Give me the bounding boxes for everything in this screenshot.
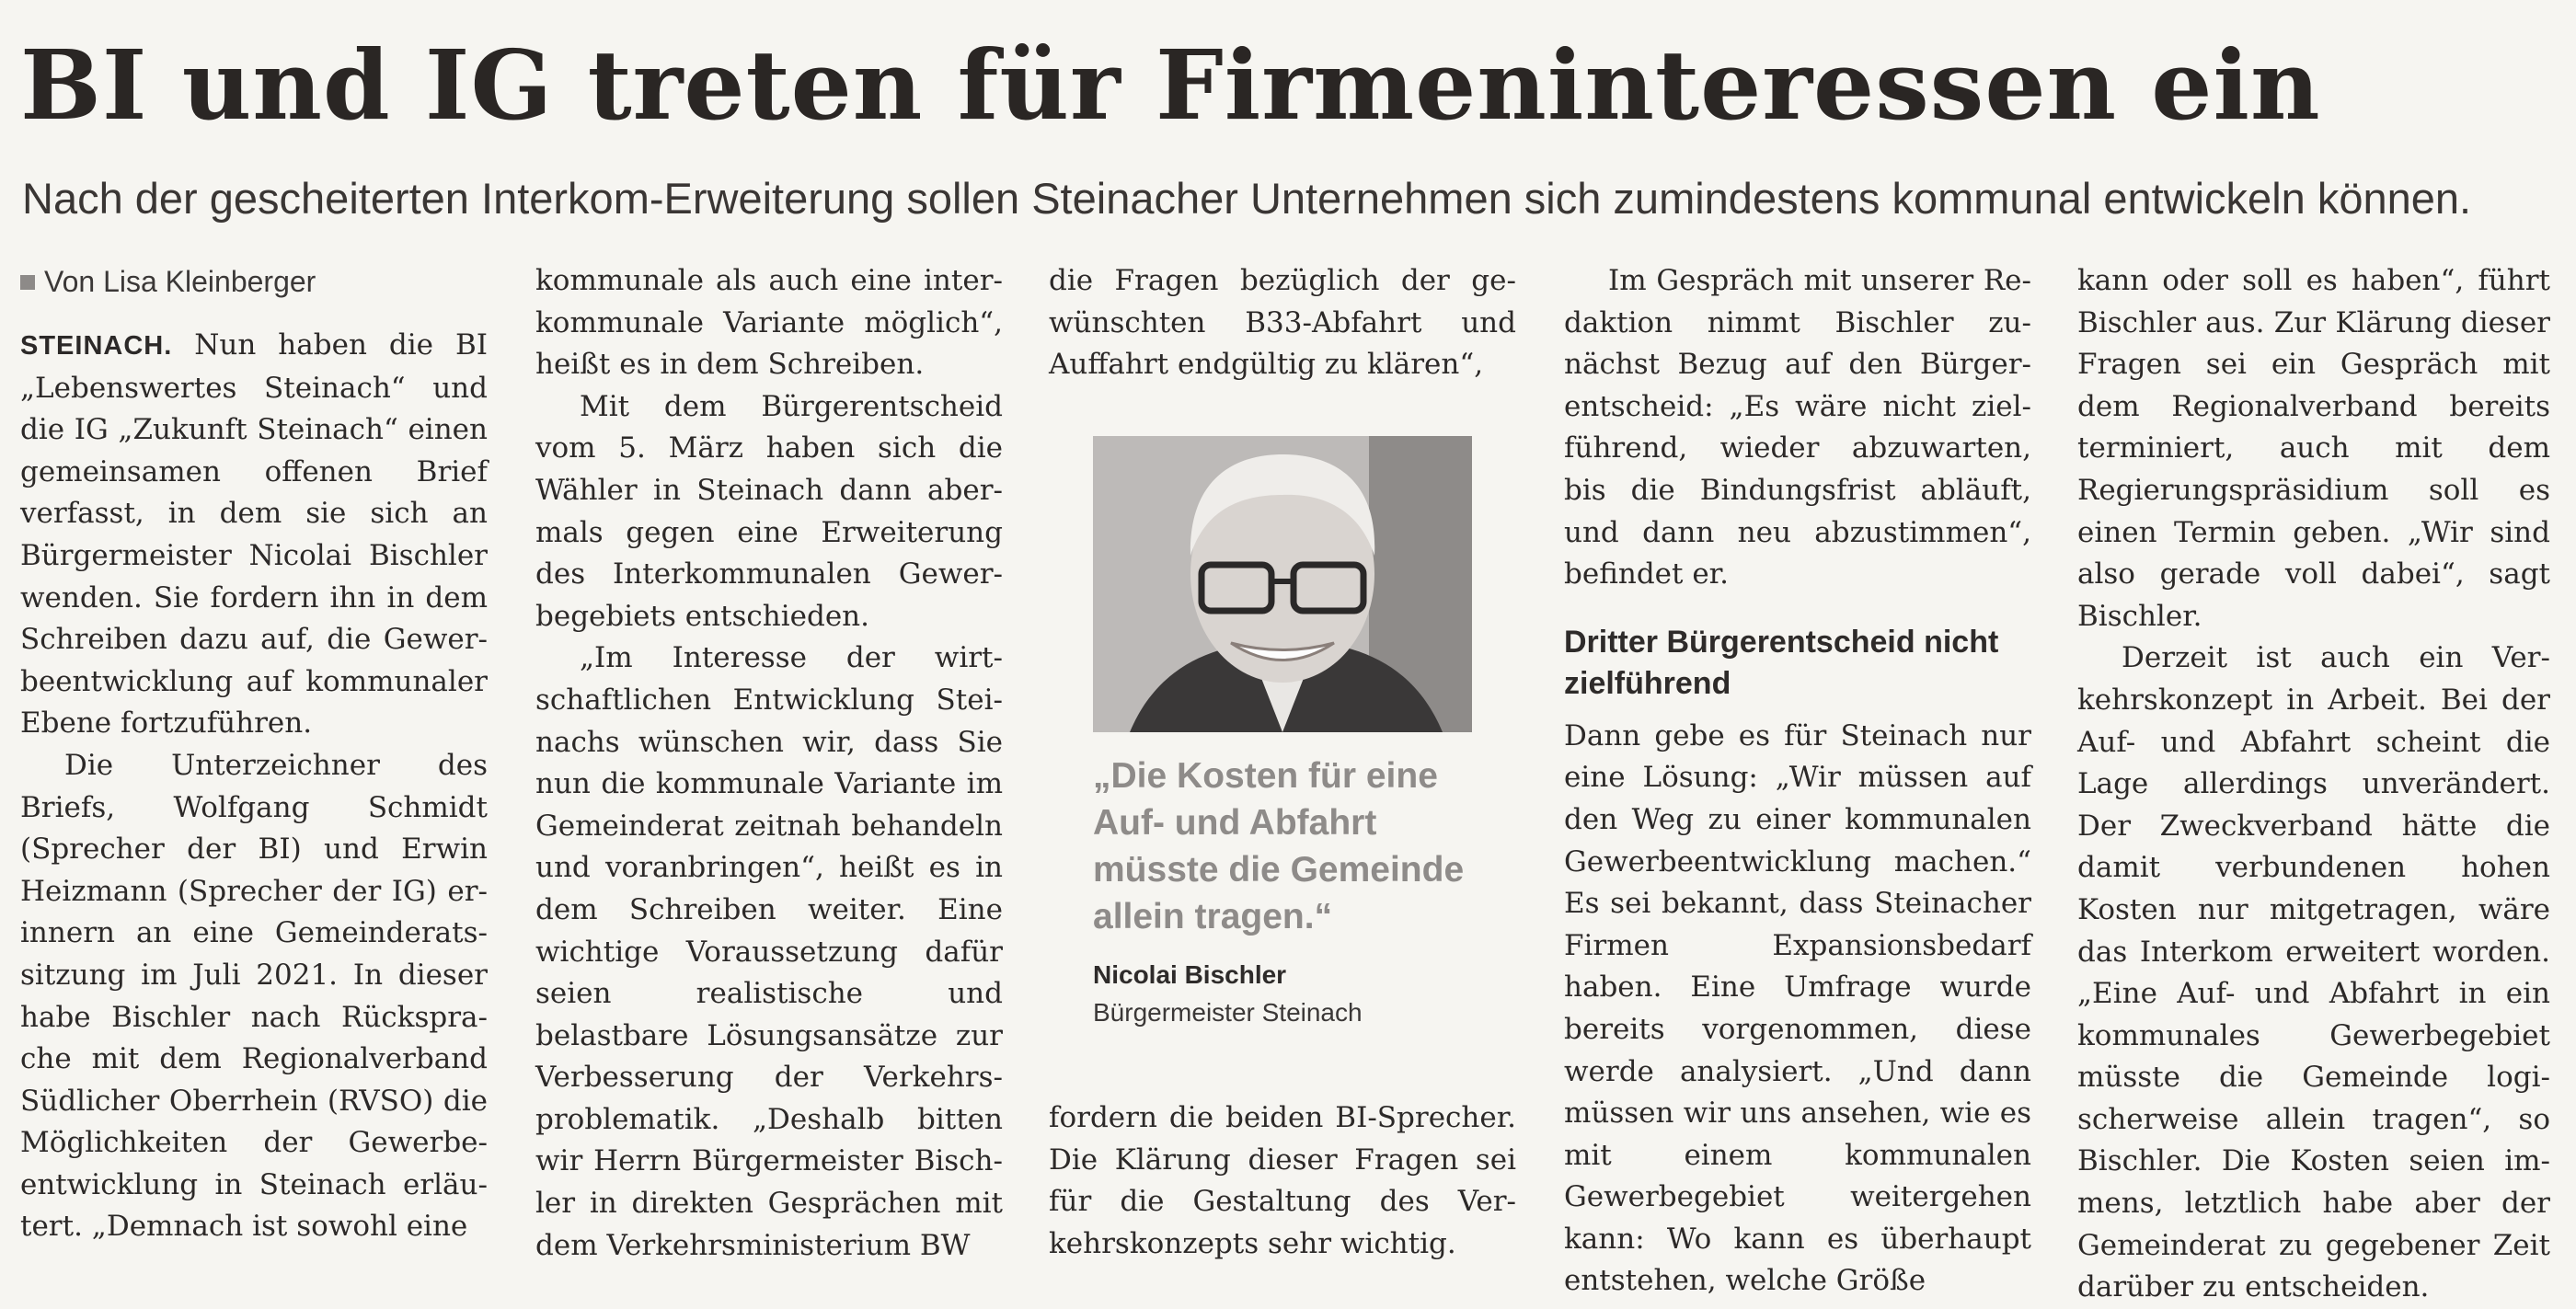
dateline: STEINACH. (20, 331, 173, 361)
article-column-2 (535, 260, 1003, 1267)
portrait-photo (1093, 436, 1472, 732)
article-column-3-bottom (1049, 1097, 1516, 1265)
body-paragraph: Derzeit ist auch ein Verkehrskonzept in Arbeit. Bei der Auf- und Abfahrt scheint die Lage allerdings unverändert. Der Zweckverband hätte die damit verbundenen hohen Kosten nur mitgetragen, wäre das Interkom erweitert worden. „Eine Auf- und Abfahrt in ein kommunales Gewerbegebiet müsste die Gemeinde logischerweise allein tragen“, so Bischler. Die Kosten seien immens, letztlich habe aber der Gemeinderat zu gegebener Zeit darüber zu entscheiden. (2077, 641, 2550, 1304)
body-paragraph: „Im Interesse der wirtschaftlichen Entwicklung Steinachs wünschen wir, dass Sie nun die kommunale Variante im Gemeinderat zeitnah behandeln und voranbringen“, heißt es in dem Schreiben weiter. Eine wichtige Voraussetzung dafür seien realistische und belastbare Lösungsansätze zur Verbesserung der Verkehrsproblematik. „Deshalb bitten wir Herrn Bürgermeister Bischler in direkten Gesprächen mit dem Verkehrsministerium BW (535, 641, 1003, 1262)
article-column-1 (20, 260, 488, 1248)
byline (20, 260, 488, 303)
byline-square-icon (20, 275, 35, 290)
body-paragraph: kann oder soll es haben“, führt Bischler aus. Zur Klärung dieser Fragen sei ein Gespräch mit dem Regionalverband bereits terminiert, auch mit dem Regierungspräsidium soll es einen Termin geben. „Wir sind also gerade voll dabei“, sagt Bischler. (2077, 264, 2550, 633)
article-column-4 (1564, 260, 2031, 1303)
byline-author: Von Lisa Kleinberger (44, 265, 316, 298)
headline: BI und IG treten für Firmeninteressen ein (20, 29, 2321, 142)
pull-quote: „Die Kosten für eine Auf- und Abfahrt müsste die Gemeinde allein tragen.“ (1093, 756, 1465, 936)
portrait-illustration (1093, 436, 1472, 732)
article-column-5 (2077, 260, 2550, 1309)
body-paragraph: Mit dem Bürgerentscheid vom 5. März haben sich die Wähler in Steinach dann abermals gegen eine Erweiterung des Interkommunalen Gewerbegebiets entschieden. (535, 389, 1003, 633)
body-paragraph: Im Gespräch mit unserer Redaktion nimmt Bischler zunächst Bezug auf den Bürgerentscheid: „Es wäre nicht zielführend, wieder abzuwarten, bis die Bindungsfrist abläuft, und dann neu abzustimmen“, befindet er. (1564, 264, 2031, 591)
body-paragraph: kommunale als auch eine interkommunale Variante möglich“, heißt es in dem Schreiben. (535, 264, 1003, 382)
lead-paragraph (20, 325, 488, 745)
body-paragraph: die Fragen bezüglich der gewünschten B33-Abfahrt und Auffahrt endgültig zu klären“, (1049, 264, 1516, 382)
article-column-3-top (1049, 260, 1516, 386)
body-paragraph: fordern die beiden BI-Sprecher. Die Klärung dieser Fragen sei für die Gestaltung des Verkehrskonzepts sehr wichtig. (1049, 1101, 1516, 1260)
body-paragraph: Dann gebe es für Steinach nur eine Lösung: „Wir müssen auf den Weg zu einer kommunalen Gewerbeentwicklung machen.“ Es sei bekannt, dass Steinacher Firmen Expansionsbedarf haben. Eine Umfrage wurde bereits vorgenommen, diese werde analysiert. „Und dann müssen wir uns ansehen, wie es mit einem kommunalen Gewerbegebiet weitergehen kann: Wo kann es überhaupt entstehen, welche Größe (1564, 718, 2031, 1298)
quote-author-name: Nicolai Bischler (1093, 960, 1287, 989)
body-paragraph: Die Unterzeichner des Briefs, Wolfgang Schmidt (Sprecher der BI) und Erwin Heizmann (Sprecher der IG) erinnern an eine Gemeinderatssitzung im Juli 2021. In dieser habe Bischler nach Rücksprache mit dem Regionalverband Südlicher Oberrhein (RVSO) die Möglichkeiten der Gewerbeentwicklung in Steinach erläutert. „Demnach ist sowohl eine (20, 748, 488, 1244)
subheadline: Nach der gescheiterten Interkom-Erweiterung sollen Steinacher Unternehmen sich zumindestens kommunal entwickeln können. (22, 174, 2472, 223)
section-subheading: Dritter Bürgerentscheid nicht zielführend (1564, 624, 1999, 701)
lead-paragraph-text: Nun haben die BI „Lebenswertes Steinach“ und die IG „Zukunft Steinach“ einen gemeinsamen offenen Brief verfasst, in dem sie sich an Bürgermeister Nicolai Bischler wenden. Sie fordern ihn in dem Schreiben dazu auf, die Gewerbeentwicklung auf kommunaler Ebene fortzuführen. (20, 328, 488, 741)
quote-author-role: Bürgermeister Steinach (1093, 998, 1363, 1027)
